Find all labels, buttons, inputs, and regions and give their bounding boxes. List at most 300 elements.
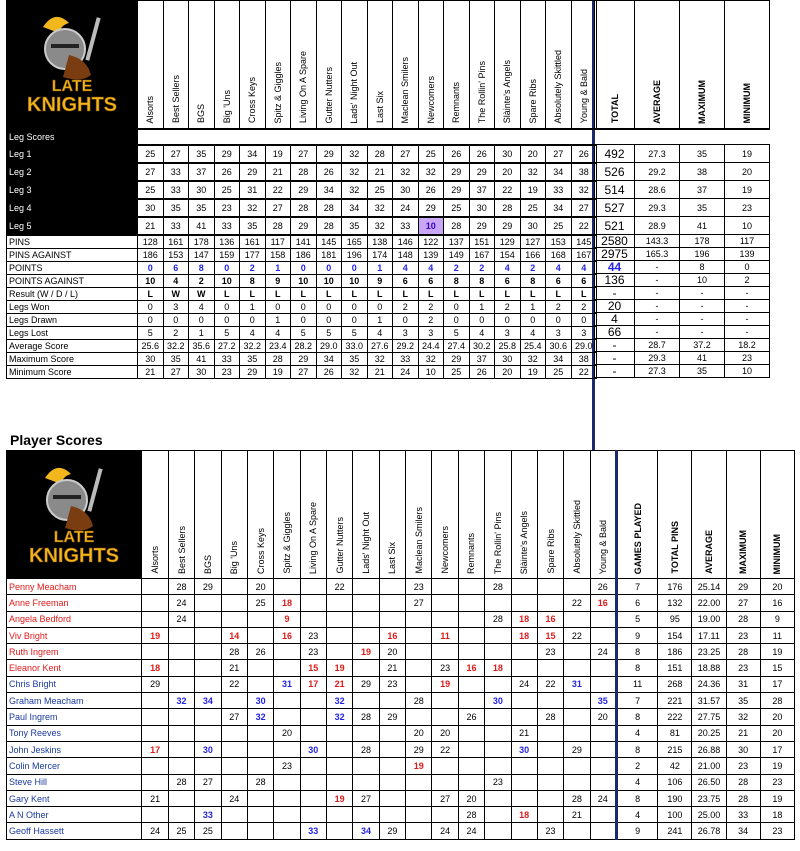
player-score-cell <box>326 823 352 839</box>
player-score-cell <box>353 758 379 774</box>
player-score-cell <box>537 774 563 790</box>
summary-stats-row <box>595 235 770 248</box>
summary-cell: 117 <box>265 235 291 249</box>
player-score-cell <box>142 774 168 790</box>
player-score-cell <box>485 709 511 725</box>
player-score-cell <box>590 676 616 692</box>
leg-score-cell: 29 <box>214 145 240 163</box>
player-score-cell <box>195 709 221 725</box>
leg-score-cell: 20 <box>520 145 546 163</box>
leg-score-cell: 25 <box>214 181 240 199</box>
summary-cell: 24.4 <box>418 339 444 352</box>
summary-cell: 35 <box>240 352 266 365</box>
player-score-cell <box>168 725 194 741</box>
leg-stats-row <box>595 217 770 235</box>
summary-cell: 136 <box>214 235 240 249</box>
player-score-cell <box>590 807 616 823</box>
summary-stat-cell: 41 <box>680 352 725 365</box>
summary-cell: W <box>163 287 189 300</box>
player-score-cell: 28 <box>168 579 194 595</box>
summary-cell: 145 <box>316 235 342 249</box>
leg-score-cell: 35 <box>189 199 215 217</box>
summary-stat-cell: - <box>635 274 680 287</box>
player-score-cell <box>221 758 247 774</box>
leg-stats-row <box>595 145 770 163</box>
player-score-cell <box>221 595 247 611</box>
team-header: Slàinte's Angels <box>511 451 537 579</box>
player-score-cell: 17 <box>300 676 326 692</box>
summary-cell: 32.2 <box>163 339 189 352</box>
leg-label: Leg 4 <box>7 199 138 217</box>
leg-stat-cell: 20 <box>725 163 770 181</box>
player-score-cell: 29 <box>564 741 590 757</box>
player-score-cell <box>142 709 168 725</box>
player-stat-cell: 7 <box>616 693 657 709</box>
player-score-cell <box>142 611 168 627</box>
player-stat-cell: 9 <box>616 627 657 643</box>
player-score-cell <box>247 823 273 839</box>
summary-cell: 33 <box>393 352 419 365</box>
leg-scores-label: Leg Scores <box>7 129 138 145</box>
player-score-cell <box>247 725 273 741</box>
summary-cell: 32 <box>418 352 444 365</box>
player-score-cell: 24 <box>590 644 616 660</box>
summary-cell: 3 <box>418 326 444 339</box>
player-score-cell <box>458 774 484 790</box>
summary-cell: 8 <box>240 274 266 287</box>
summary-cell: 9 <box>367 274 393 287</box>
player-score-cell <box>511 595 537 611</box>
summary-cell: 4 <box>546 261 572 274</box>
leg-stat-cell: 35 <box>680 199 725 217</box>
player-score-cell <box>142 595 168 611</box>
team-header: Remnants <box>458 451 484 579</box>
summary-cell: 4 <box>571 261 597 274</box>
player-stat-cell: 20 <box>760 725 794 741</box>
player-name: Tony Reeves <box>7 725 142 741</box>
summary-cell: 137 <box>444 235 470 249</box>
summary-cell: 6 <box>571 274 597 287</box>
team-header: The Rollin' Pins <box>485 451 511 579</box>
player-stat-cell: 28 <box>726 774 760 790</box>
summary-label: POINTS AGAINST <box>7 274 138 287</box>
player-stat-cell: 29 <box>726 579 760 595</box>
player-score-cell: 21 <box>326 676 352 692</box>
summary-cell: 154 <box>495 248 521 261</box>
player-score-cell: 23 <box>300 627 326 643</box>
player-score-cell: 27 <box>353 790 379 806</box>
leg-score-cell: 27 <box>163 145 189 163</box>
player-score-cell <box>511 823 537 839</box>
player-stat-header: MINIMUM <box>760 451 794 579</box>
leg-score-cell: 35 <box>189 145 215 163</box>
summary-stat-cell: - <box>595 287 635 300</box>
player-stat-cell: 11 <box>616 676 657 692</box>
player-score-cell: 18 <box>511 611 537 627</box>
player-score-cell: 27 <box>432 790 458 806</box>
summary-stat-cell: 196 <box>680 248 725 261</box>
player-score-cell: 22 <box>537 676 563 692</box>
player-score-cell <box>590 741 616 757</box>
player-score-cell <box>564 725 590 741</box>
summary-cell: 8 <box>444 274 470 287</box>
leg-stat-cell: 29.3 <box>635 199 680 217</box>
leg-score-cell: 19 <box>265 145 291 163</box>
player-score-cell <box>432 644 458 660</box>
summary-cell: 28 <box>265 352 291 365</box>
player-score-cell: 32 <box>326 709 352 725</box>
summary-cell: 19 <box>520 365 546 378</box>
summary-cell: 34 <box>316 352 342 365</box>
player-score-cell <box>485 725 511 741</box>
summary-cell: 29 <box>444 352 470 365</box>
summary-cell: 41 <box>189 352 215 365</box>
player-stat-cell: 23 <box>726 627 760 643</box>
player-score-cell <box>168 807 194 823</box>
summary-cell: 161 <box>163 235 189 249</box>
player-stat-header: MAXIMUM <box>726 451 760 579</box>
player-score-cell <box>590 758 616 774</box>
leg-score-cell: 27 <box>291 145 317 163</box>
svg-text:KNIGHTS: KNIGHTS <box>27 94 117 117</box>
late-knights-logo <box>7 451 142 579</box>
leg-score-cell: 28 <box>444 217 470 235</box>
player-score-cell <box>142 644 168 660</box>
player-score-cell: 20 <box>590 709 616 725</box>
player-score-cell: 16 <box>458 660 484 676</box>
player-score-cell: 29 <box>195 579 221 595</box>
team-header: Absolutely Skittled <box>564 451 590 579</box>
player-score-cell <box>274 741 300 757</box>
leg-score-cell: 33 <box>163 217 189 235</box>
summary-cell: 0 <box>571 313 597 326</box>
summary-cell: 0 <box>342 261 368 274</box>
summary-cell: 22 <box>571 365 597 378</box>
summary-cell: L <box>214 287 240 300</box>
player-stat-cell: 19 <box>760 644 794 660</box>
team-header: Big 'Uns <box>221 451 247 579</box>
player-row <box>7 611 795 627</box>
leg-stats-row <box>595 181 770 199</box>
summary-cell: 30.6 <box>546 339 572 352</box>
leg-score-cell: 38 <box>571 163 597 181</box>
league-table <box>6 0 597 379</box>
summary-cell: 5 <box>444 326 470 339</box>
leg-score-cell: 28 <box>316 199 342 217</box>
player-score-cell <box>300 758 326 774</box>
player-score-cell: 14 <box>221 627 247 643</box>
summary-cell: 0 <box>138 313 164 326</box>
player-score-cell: 25 <box>195 823 221 839</box>
leg-row <box>7 145 597 163</box>
player-stat-header: TOTAL PINS <box>658 451 692 579</box>
player-score-cell: 16 <box>379 627 405 643</box>
leg-score-cell: 33 <box>546 181 572 199</box>
player-score-cell <box>537 758 563 774</box>
leg-score-cell: 28 <box>291 199 317 217</box>
player-row <box>7 774 795 790</box>
player-score-cell <box>168 627 194 643</box>
summary-stat-cell: 165.3 <box>635 248 680 261</box>
player-row <box>7 758 795 774</box>
summary-cell: 25 <box>444 365 470 378</box>
summary-cell: 1 <box>265 313 291 326</box>
summary-cell: 21 <box>138 365 164 378</box>
player-score-cell: 21 <box>221 660 247 676</box>
player-score-cell <box>485 644 511 660</box>
player-score-cell: 18 <box>511 807 537 823</box>
player-stat-cell: 28 <box>760 693 794 709</box>
summary-row <box>7 326 597 339</box>
leg-score-cell: 35 <box>342 217 368 235</box>
player-score-cell <box>326 807 352 823</box>
team-header: Best Sellers <box>163 1 189 129</box>
summary-stat-cell: 66 <box>595 326 635 339</box>
player-score-cell: 28 <box>458 807 484 823</box>
player-stat-cell: 33 <box>726 807 760 823</box>
player-score-cell: 23 <box>537 644 563 660</box>
summary-stats-row <box>595 274 770 287</box>
player-score-cell: 22 <box>326 579 352 595</box>
summary-cell: W <box>189 287 215 300</box>
player-score-cell <box>274 774 300 790</box>
team-header: Cross Keys <box>247 451 273 579</box>
player-score-cell: 32 <box>326 693 352 709</box>
summary-cell: 2 <box>495 300 521 313</box>
team-header: Gutter Nutters <box>316 1 342 129</box>
player-score-cell: 28 <box>168 774 194 790</box>
player-score-cell <box>432 807 458 823</box>
player-score-cell: 24 <box>458 823 484 839</box>
summary-cell: 21 <box>367 365 393 378</box>
player-score-cell: 30 <box>485 693 511 709</box>
player-score-cell: 32 <box>168 693 194 709</box>
player-score-cell <box>300 709 326 725</box>
leg-score-cell: 22 <box>571 217 597 235</box>
team-header: Gutter Nutters <box>326 451 352 579</box>
player-score-cell <box>458 676 484 692</box>
summary-cell: 0 <box>367 300 393 313</box>
summary-cell: 4 <box>520 326 546 339</box>
summary-cell: 25 <box>546 365 572 378</box>
summary-stats-row <box>595 313 770 326</box>
leg-score-cell: 37 <box>189 163 215 181</box>
summary-cell: 37 <box>469 352 495 365</box>
player-score-cell <box>590 660 616 676</box>
player-score-cell <box>406 790 432 806</box>
team-header: Remnants <box>444 1 470 129</box>
player-name: Viv Bright <box>7 627 142 643</box>
player-stat-cell: 186 <box>658 644 692 660</box>
player-name: Anne Freeman <box>7 595 142 611</box>
summary-stat-cell: 117 <box>725 235 770 248</box>
leg-stat-cell: 526 <box>595 163 635 181</box>
player-name: Steve Hill <box>7 774 142 790</box>
player-score-cell <box>274 693 300 709</box>
player-score-cell <box>406 660 432 676</box>
summary-cell: 0 <box>214 313 240 326</box>
player-score-cell: 18 <box>485 660 511 676</box>
player-score-cell <box>564 611 590 627</box>
leg-score-cell: 29 <box>444 181 470 199</box>
summary-cell: L <box>342 287 368 300</box>
summary-cell: 0 <box>342 313 368 326</box>
player-score-cell <box>195 644 221 660</box>
summary-cell: 0 <box>265 300 291 313</box>
leg-stat-cell: 19 <box>725 145 770 163</box>
leg-score-cell: 20 <box>495 163 521 181</box>
leg-stats-row <box>595 163 770 181</box>
player-score-cell <box>406 611 432 627</box>
summary-stat-cell: 139 <box>725 248 770 261</box>
player-score-cell: 21 <box>564 807 590 823</box>
player-stat-cell: 25.14 <box>692 579 726 595</box>
player-score-cell: 19 <box>406 758 432 774</box>
summary-cell: 149 <box>444 248 470 261</box>
summary-cell: 5 <box>291 326 317 339</box>
player-stat-cell: 19 <box>760 758 794 774</box>
player-score-cell <box>564 758 590 774</box>
player-score-cell: 30 <box>511 741 537 757</box>
player-score-cell <box>590 774 616 790</box>
player-score-cell <box>537 790 563 806</box>
summary-cell: 30 <box>189 365 215 378</box>
player-score-cell <box>300 611 326 627</box>
player-score-cell: 23 <box>406 579 432 595</box>
summary-cell: 10 <box>138 274 164 287</box>
player-score-cell <box>485 823 511 839</box>
summary-cell: 27.6 <box>367 339 393 352</box>
leg-label: Leg 5 <box>7 217 138 235</box>
player-stat-cell: 268 <box>658 676 692 692</box>
player-score-cell <box>485 627 511 643</box>
summary-cell: 4 <box>495 261 521 274</box>
player-score-cell <box>564 644 590 660</box>
player-score-cell <box>247 676 273 692</box>
summary-cell: L <box>138 287 164 300</box>
leg-stat-cell: 41 <box>680 217 725 235</box>
player-score-cell: 33 <box>195 807 221 823</box>
player-score-cell: 21 <box>142 790 168 806</box>
player-score-cell <box>432 774 458 790</box>
summary-stat-cell: - <box>595 352 635 365</box>
leg-score-cell: 34 <box>342 199 368 217</box>
summary-stats-row <box>595 261 770 274</box>
summary-stats-row <box>595 339 770 352</box>
summary-stat-cell: - <box>595 365 635 378</box>
player-score-cell <box>379 693 405 709</box>
player-score-cell <box>221 579 247 595</box>
player-score-cell <box>511 579 537 595</box>
leg-score-cell: 32 <box>342 181 368 199</box>
player-score-cell <box>195 660 221 676</box>
summary-stat-cell: 35 <box>680 365 725 378</box>
player-score-cell <box>247 627 273 643</box>
team-header: Best Sellers <box>168 451 194 579</box>
summary-cell: 35 <box>342 352 368 365</box>
player-score-cell <box>379 807 405 823</box>
summary-cell: 5 <box>214 326 240 339</box>
summary-cell: 23 <box>214 365 240 378</box>
player-score-cell: 23 <box>537 823 563 839</box>
player-stat-cell: 18.88 <box>692 660 726 676</box>
summary-cell: 2 <box>393 300 419 313</box>
summary-cell: 128 <box>138 235 164 249</box>
summary-stat-cell: 136 <box>595 274 635 287</box>
player-stat-cell: 151 <box>658 660 692 676</box>
player-stat-cell: 16 <box>760 595 794 611</box>
summary-cell: 0 <box>342 300 368 313</box>
team-header: Cross Keys <box>240 1 266 129</box>
leg-score-cell: 30 <box>520 217 546 235</box>
player-stat-header: GAMES PLAYED <box>616 451 657 579</box>
player-score-cell: 28 <box>221 644 247 660</box>
player-score-cell: 20 <box>379 644 405 660</box>
summary-cell: 2 <box>469 261 495 274</box>
player-score-cell <box>353 627 379 643</box>
team-header: Big 'Uns <box>214 1 240 129</box>
player-score-cell: 18 <box>511 627 537 643</box>
player-score-cell: 24 <box>168 611 194 627</box>
team-header: BGS <box>189 1 215 129</box>
summary-cell: 161 <box>240 235 266 249</box>
leg-score-cell: 37 <box>469 181 495 199</box>
summary-cell: 0 <box>189 313 215 326</box>
summary-stat-cell: 10 <box>725 365 770 378</box>
leg-stats-row <box>595 199 770 217</box>
player-score-cell <box>221 807 247 823</box>
summary-cell: 29.0 <box>571 339 597 352</box>
summary-cell: 5 <box>342 326 368 339</box>
summary-cell: 2 <box>571 300 597 313</box>
leg-score-cell: 34 <box>240 145 266 163</box>
summary-cell: 5 <box>138 326 164 339</box>
player-stat-cell: 4 <box>616 725 657 741</box>
stat-header-minimum: MINIMUM <box>725 1 770 129</box>
leg-score-cell: 27 <box>571 199 597 217</box>
leg-score-cell: 33 <box>163 181 189 199</box>
summary-cell: 32.2 <box>240 339 266 352</box>
leg-score-cell: 25 <box>546 217 572 235</box>
leg-score-cell: 32 <box>571 181 597 199</box>
player-score-cell <box>590 627 616 643</box>
player-stat-cell: 28 <box>726 611 760 627</box>
player-name: Chris Bright <box>7 676 142 692</box>
leg-score-cell: 29 <box>291 217 317 235</box>
player-score-cell: 28 <box>485 579 511 595</box>
player-score-cell <box>300 693 326 709</box>
leg-score-cell: 25 <box>418 145 444 163</box>
summary-cell: 3 <box>571 326 597 339</box>
summary-stat-cell: - <box>680 326 725 339</box>
leg-score-cell: 26 <box>316 163 342 181</box>
leg-score-cell: 29 <box>495 217 521 235</box>
player-score-cell: 11 <box>432 627 458 643</box>
leg-score-cell: 30 <box>138 199 164 217</box>
summary-cell: 0 <box>291 313 317 326</box>
leg-stat-cell: 27.3 <box>635 145 680 163</box>
player-name: Geoff Hassett <box>7 823 142 839</box>
leg-score-cell: 19 <box>520 181 546 199</box>
player-score-cell: 27 <box>221 709 247 725</box>
summary-stat-cell: - <box>680 313 725 326</box>
player-score-cell <box>274 660 300 676</box>
summary-stat-cell: 178 <box>680 235 725 248</box>
player-score-cell: 23 <box>432 660 458 676</box>
stat-header-total: TOTAL <box>595 1 635 129</box>
summary-row <box>7 300 597 313</box>
player-stat-cell: 221 <box>658 693 692 709</box>
